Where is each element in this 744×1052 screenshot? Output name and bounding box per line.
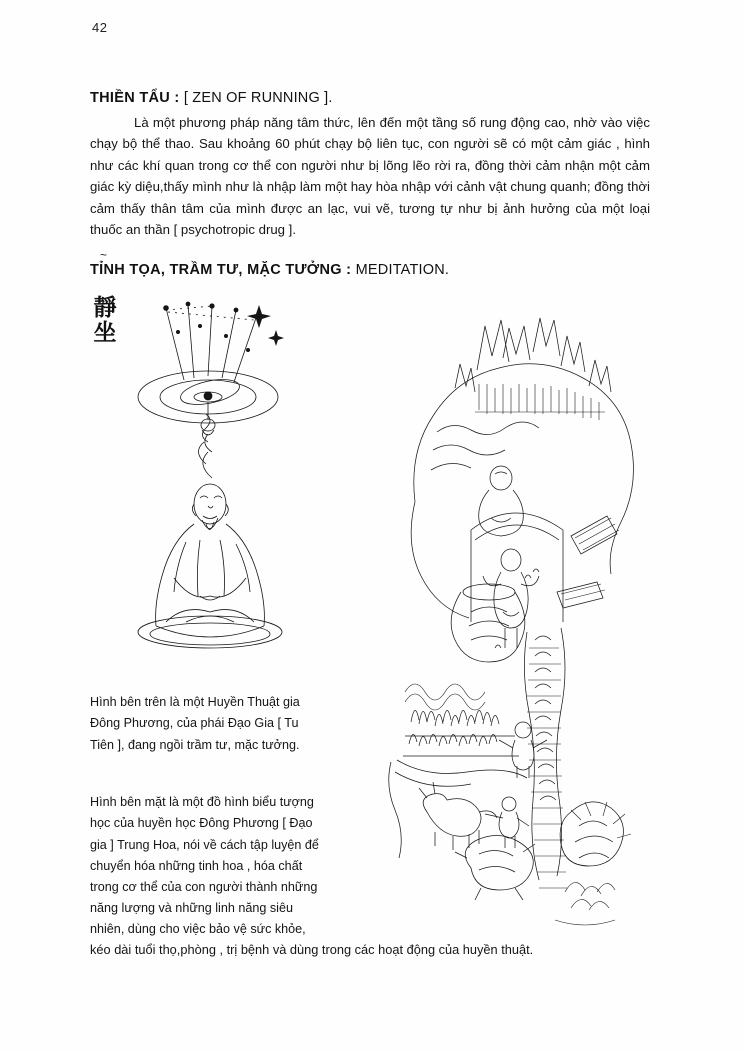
- section-heading-zen-of-running: [90, 90, 650, 106]
- meditating-taoist-figure-illustration: [108, 292, 348, 682]
- section-heading-meditation: [90, 262, 650, 278]
- heading-english: MEDITATION.: [355, 262, 450, 279]
- section-meditation: [90, 248, 650, 279]
- page-number: 42: [92, 20, 108, 35]
- caption-closing-line: kéo dài tuổi thọ,phòng , trị bệnh và dùng trong các hoạt động của huyền thuật.: [90, 942, 534, 958]
- paragraph-zen-of-running: Là một phương pháp năng tâm thức, lên đến một tầng số rung động cao, nhờ vào việc chạy bộ thể thao. Sau khoảng 60 phút chạy bộ liên tục, con người sẽ có một cảm giác , hình như các khí quan trong cơ thể con người như bị lõng lẽo rời ra, đồng thời cảm nhận một cảm giác kỳ diệu,thấy mình như là nhập làm một hay hòa nhập với cảnh vật chung quanh; đồng thời cảm thấy thân tâm của mình được an lạc, vui vẽ, tương tự như bị ảnh hưởng của một loại thuốc an thần [ psychotropic drug ].: [90, 115, 650, 237]
- heading-vietnamese: THIỀN TẨU :: [90, 90, 180, 106]
- heading-vietnamese: TỈNH TỌA, TRẦM TƯ, MẶC TƯỞNG :: [90, 262, 352, 279]
- neijing-tu-inner-landscape-diagram: [375, 292, 660, 937]
- cjk-caption-jingzuo: 靜坐: [93, 295, 117, 347]
- figure-area: [90, 292, 650, 958]
- caption-right-figure: Hình bên mặt là một đồ hình biểu tượng học của huyền học Đông Phương [ Đạo gia ] Trung Hoa, nói về cách tập luyện để chuyển hóa những tinh hoa , hóa chất trong cơ thể của con người thành những năng lượng và những linh năng siêu nhiên, dùng cho việc bảo vệ sức khỏe,: [90, 795, 319, 937]
- page-content: [90, 90, 650, 958]
- tilde-mark: ~: [100, 248, 108, 263]
- caption-left-figure: Hình bên trên là một Huyền Thuật gia Đông Phương, của phái Đạo Gia [ Tu Tiên ], đang ngồi trầm tư, mặc tưởng.: [90, 695, 300, 752]
- heading-english: [ ZEN OF RUNNING ].: [183, 90, 333, 106]
